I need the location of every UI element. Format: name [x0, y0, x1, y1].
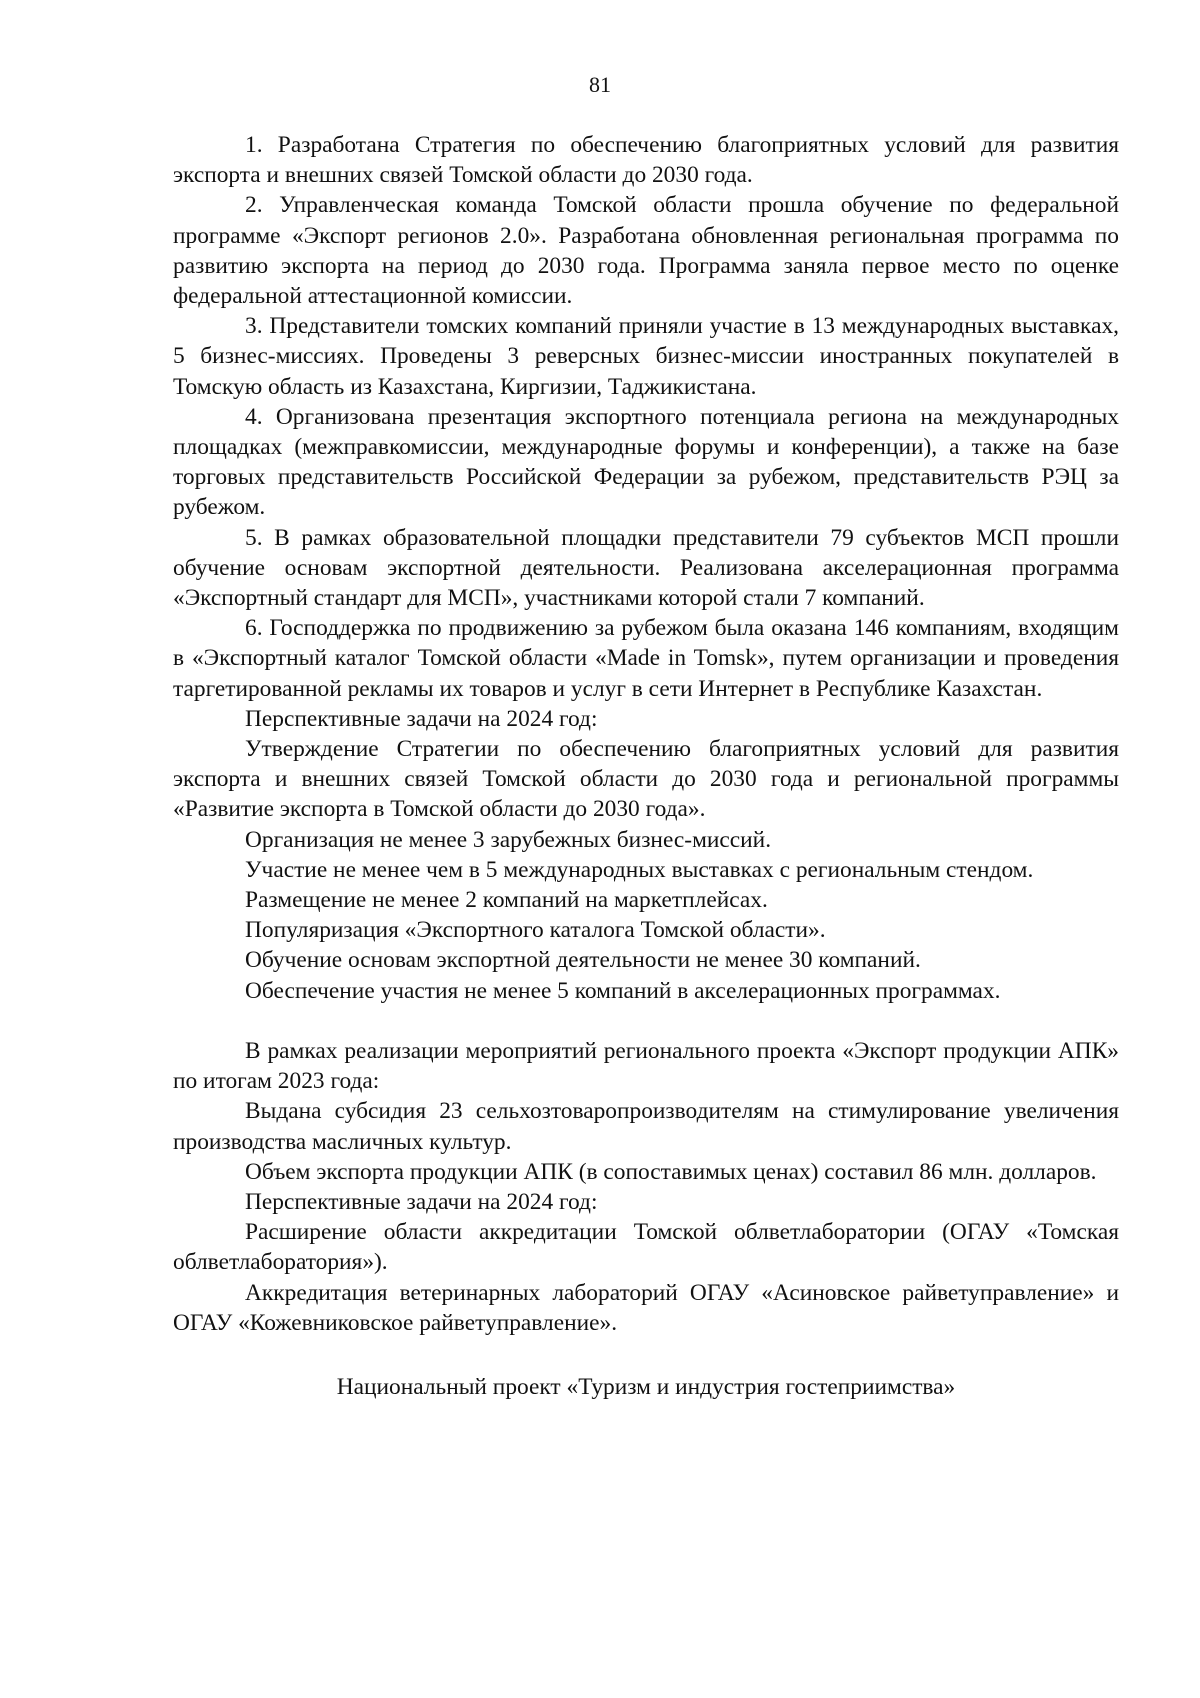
paragraph: Обучение основам экспортной деятельности не менее 30 компаний.: [245, 947, 921, 974]
paragraph: Выдана субсидия 23 сельхозтоваропроизводителям на стимулирование увеличения производства масличных культур.: [173, 1098, 1119, 1155]
paragraph: Обеспечение участия не менее 5 компаний в акселерационных программах.: [245, 977, 1001, 1004]
paragraph: Объем экспорта продукции АПК (в сопоставимых ценах) составил 86 млн. долларов.: [245, 1158, 1097, 1185]
paragraph: 1. Разработана Стратегия по обеспечению благоприятных условий для развития экспорта и внешних связей Томской области до 2030 года.: [173, 132, 1119, 189]
paragraph: В рамках реализации мероприятий регионального проекта «Экспорт продукции АПК» по итогам 2023 года:: [173, 1037, 1119, 1095]
section-heading: Национальный проект «Туризм и индустрия гостеприимства»: [336, 1373, 956, 1400]
paragraph: Расширение области аккредитации Томской облветлаборатории (ОГАУ «Томская облветлаборатория»).: [173, 1219, 1119, 1276]
paragraph: Популяризация «Экспортного каталога Томской области».: [245, 917, 826, 944]
section-spacer: [173, 1338, 1119, 1372]
paragraph: Утверждение Стратегии по обеспечению благоприятных условий для развития экспорта и внешних связей Томской области до 2030 года и региональной программы «Развитие экспорта в Томской области до 2030 года».: [173, 736, 1119, 823]
paragraph: Участие не менее чем в 5 международных выставках с региональным стендом.: [245, 856, 1034, 883]
paragraph: Организация не менее 3 зарубежных бизнес-миссий.: [245, 826, 772, 853]
paragraph: Размещение не менее 2 компаний на маркетплейсах.: [245, 887, 768, 914]
paragraph: Перспективные задачи на 2024 год:: [245, 1188, 598, 1215]
page-number: 81: [589, 72, 611, 97]
paragraph: 5. В рамках образовательной площадки представители 79 субъектов МСП прошли обучение основам экспортной деятельности. Реализована акселерационная программа «Экспортный стандарт для МСП», участниками которой стали 7 компаний.: [173, 524, 1119, 612]
paragraph: 2. Управленческая команда Томской области прошла обучение по федеральной программе «Экспорт регионов 2.0». Разработана обновленная региональная программа по развитию экспорта на период до 2030 года. Программа заняла первое место по оценке федеральной аттестационной комиссии.: [173, 192, 1119, 310]
paragraph: 3. Представители томских компаний приняли участие в 13 международных выставках, 5 бизнес-миссиях. Проведены 3 реверсных бизнес-миссии иностранных покупателей в Томскую область из Казахстана, Киргизии, Таджикистана.: [173, 313, 1119, 400]
paragraph: Аккредитация ветеринарных лабораторий ОГАУ «Асиновское райветуправление» и ОГАУ «Кожевниковское райветуправление».: [173, 1279, 1119, 1336]
paragraph: 4. Организована презентация экспортного потенциала региона на международных площадках (межправкомиссии, международные форумы и конференции), а также на базе торговых представительств Российской Федерации за рубежом, представительств РЭЦ за рубежом.: [173, 403, 1119, 521]
section-spacer: [173, 1006, 1119, 1036]
paragraph: Перспективные задачи на 2024 год:: [245, 705, 598, 732]
paragraph: 6. Господдержка по продвижению за рубежом была оказана 146 компаниям, входящим в «Экспортный каталог Томской области «Made in Tomsk», путем организации и проведения таргетированной рекламы их товаров и услуг в сети Интернет в Республике Казахстан.: [173, 615, 1119, 702]
document-body: [173, 130, 1119, 1402]
